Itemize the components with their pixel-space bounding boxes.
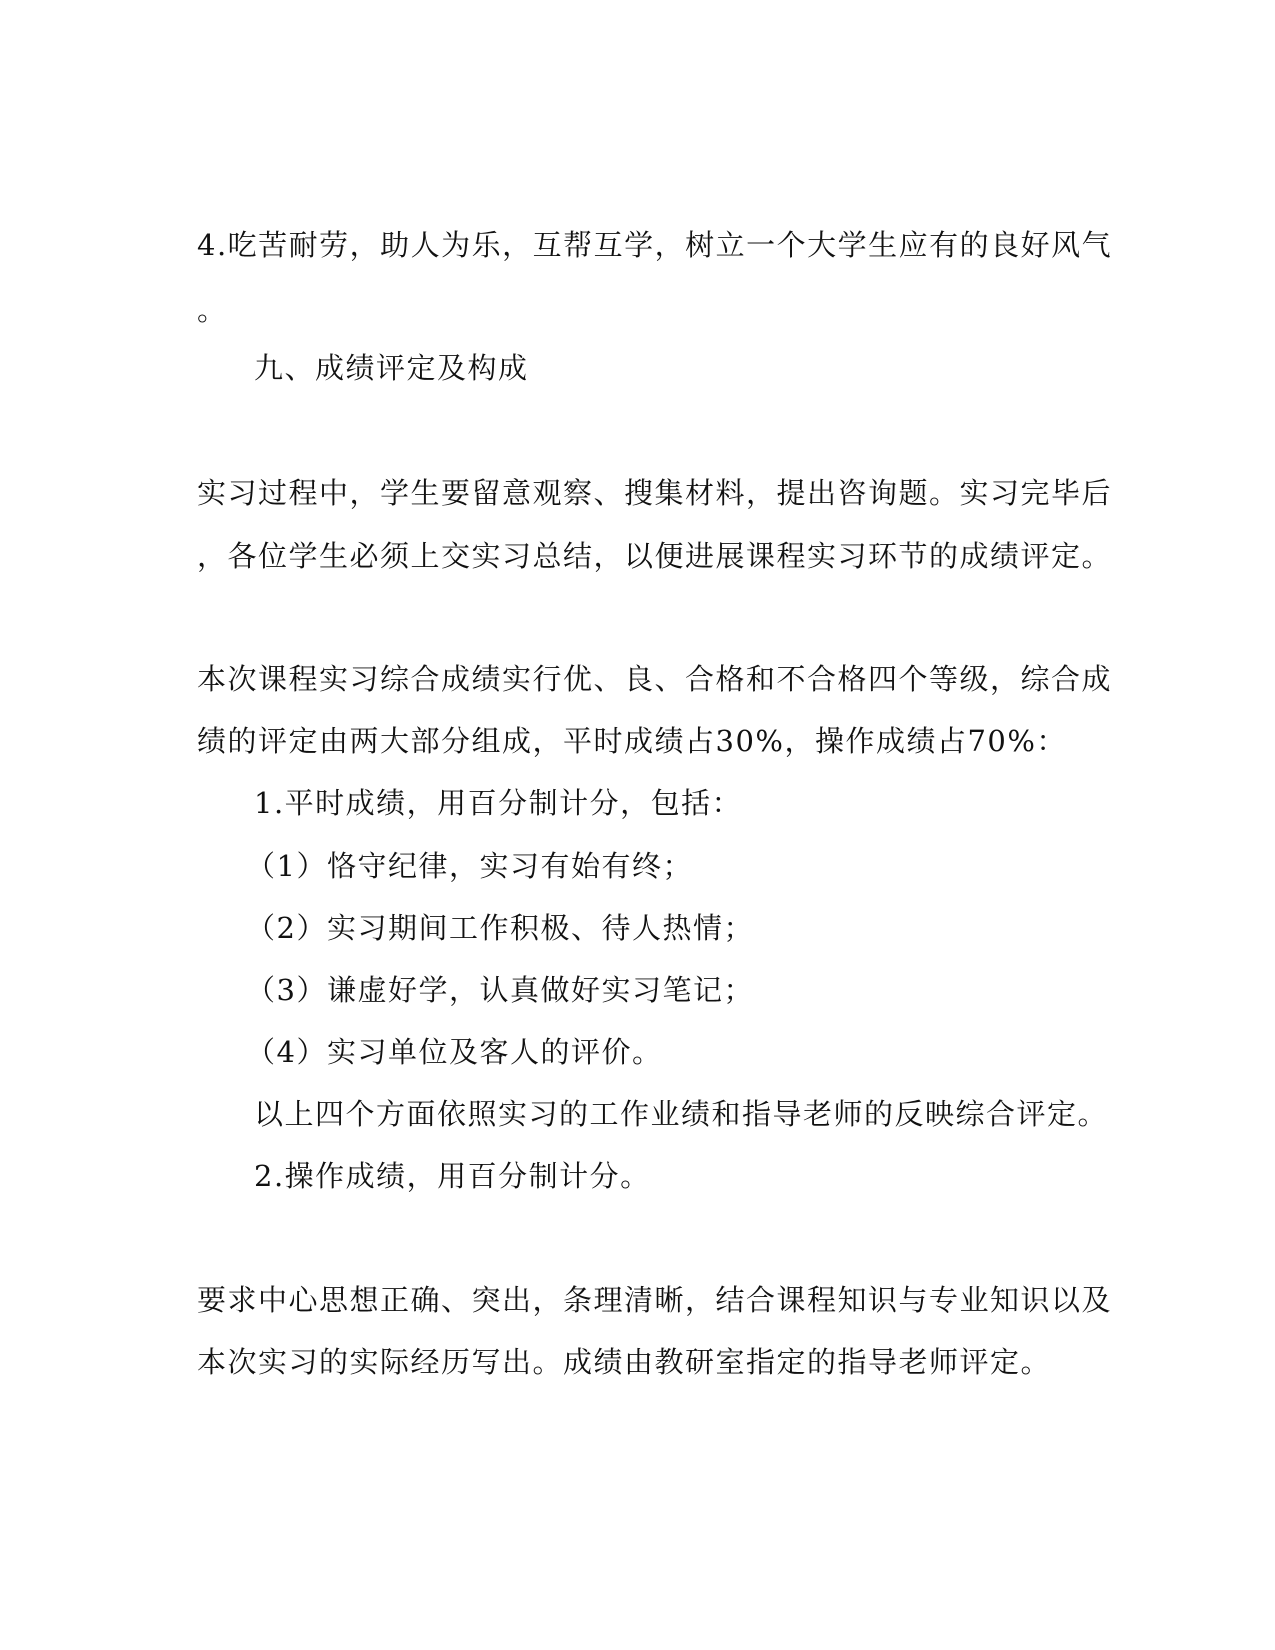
summary-sentence: 以上四个方面依照实习的工作业绩和指导老师的反映综合评定。 [254,1097,1109,1131]
paragraph-1-line-1: 实习过程中，学生要留意观察、搜集材料，提出咨询题。实习完毕后 [197,476,1113,510]
section-heading-9: 九、成绩评定及构成 [254,351,529,385]
sub-item-2: （2）实习期间工作积极、待人热情； [246,911,754,945]
list-item-2: 2.操作成绩，用百分制计分。 [254,1159,651,1193]
paragraph-2-line-2: 绩的评定由两大部分组成，平时成绩占30%，操作成绩占70%： [197,724,1067,758]
paragraph-2-line-1: 本次课程实习综合成绩实行优、良、合格和不合格四个等级，综合成 [197,662,1113,696]
paragraph-3-line-2: 本次实习的实际经历写出。成绩由教研室指定的指导老师评定。 [197,1345,1052,1379]
paragraph-3-line-1: 要求中心思想正确、突出，条理清晰，结合课程知识与专业知识以及 [197,1283,1113,1317]
sub-item-3: （3）谦虚好学，认真做好实习笔记； [246,973,754,1007]
sub-item-1: （1）恪守纪律，实习有始有终； [246,849,693,883]
list-item-4-line-2: 。 [197,293,228,327]
list-item-1: 1.平时成绩，用百分制计分，包括： [254,786,743,820]
sub-item-4: （4）实习单位及客人的评价。 [246,1035,663,1069]
paragraph-1-line-2: ，各位学生必须上交实习总结，以便进展课程实习环节的成绩评定。 [197,539,1113,573]
list-item-4-line-1: 4.吃苦耐劳，助人为乐，互帮互学，树立一个大学生应有的良好风气 [197,228,1113,262]
